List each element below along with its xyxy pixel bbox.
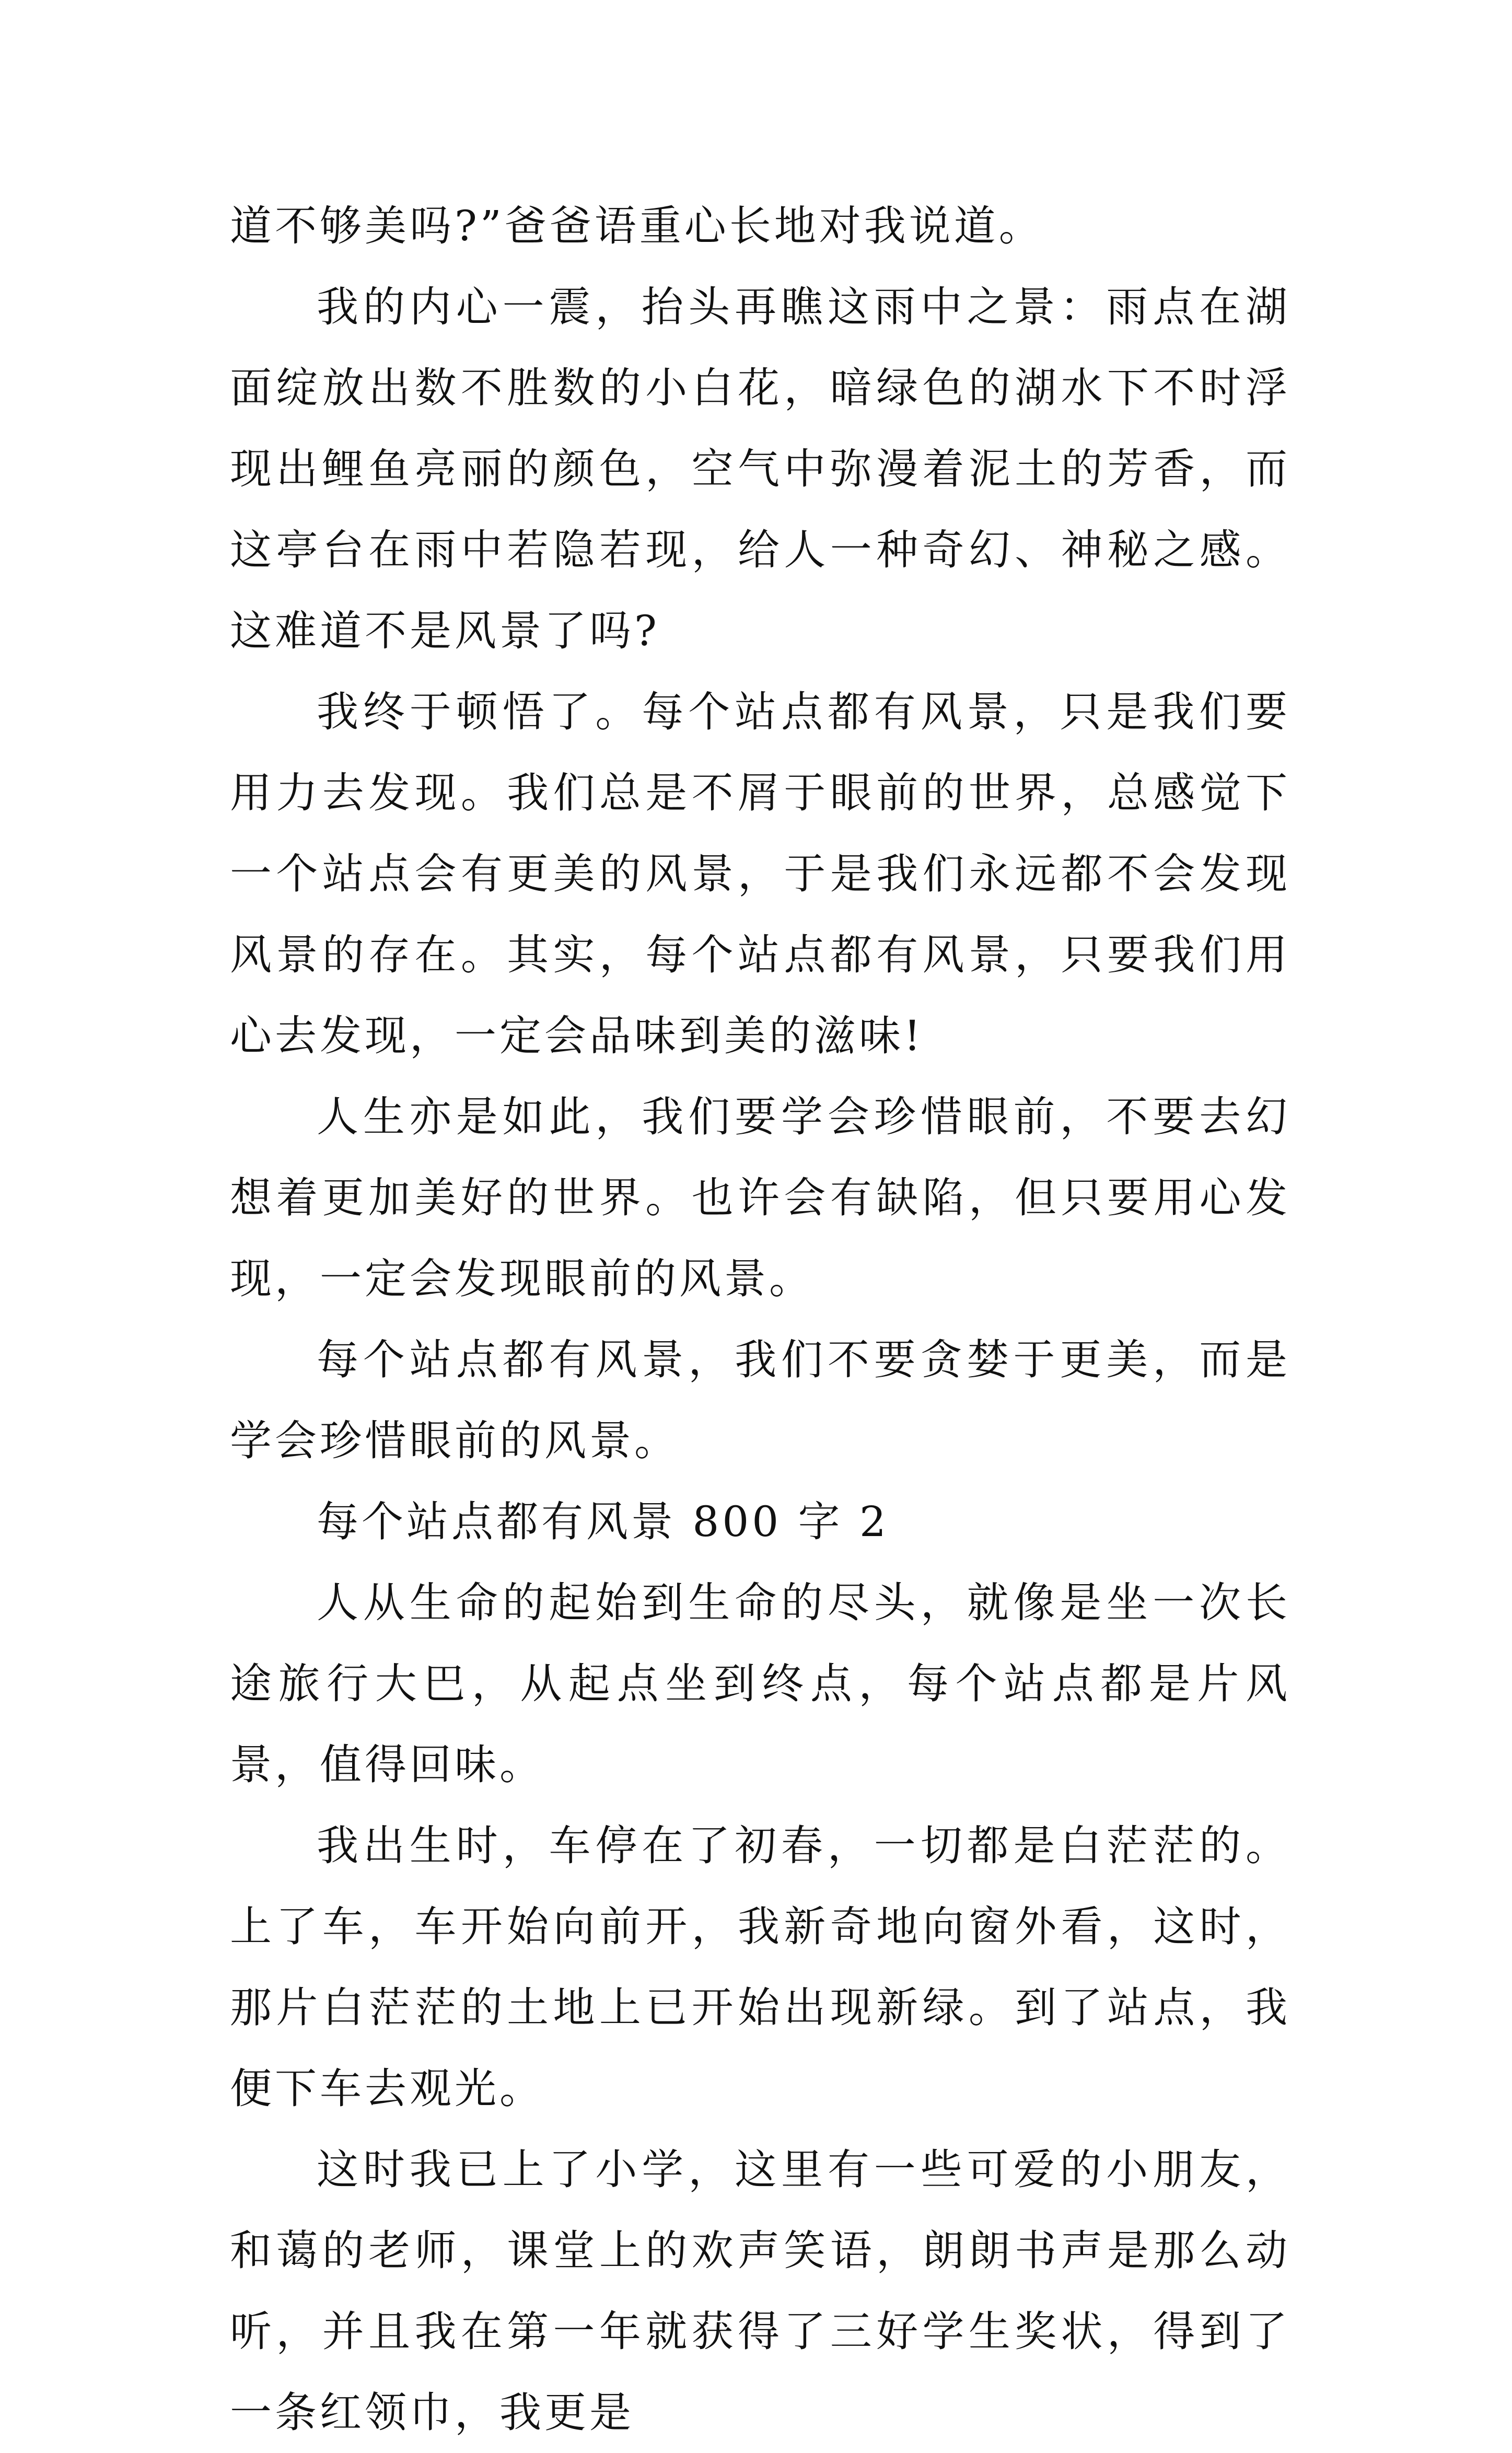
- section-heading: 每个站点都有风景 800 字 2: [317, 1497, 889, 1546]
- paragraph: 我终于顿悟了。每个站点都有风景，只是我们要用力去发现。我们总是不屑于眼前的世界，总感觉下一个站点会有更美的风景，于是我们永远都不会发现风景的存在。其实，每个站点都有风景，只要我们用心去发现，一定会品味到美的滋味!: [230, 688, 1290, 1060]
- paragraph: 我的内心一震，抬头再瞧这雨中之景：雨点在湖面绽放出数不胜数的小白花，暗绿色的湖水下不时浮现出鲤鱼亮丽的颜色，空气中弥漫着泥土的芳香，而这亭台在雨中若隐若现，给人一种奇幻、神秘之感。这难道不是风景了吗?: [230, 283, 1290, 655]
- paragraph: 我出生时，车停在了初春，一切都是白茫茫的。上了车，车开始向前开，我新奇地向窗外看，这时，那片白茫茫的土地上已开始出现新绿。到了站点，我便下车去观光。: [230, 1821, 1290, 2113]
- document-body: [230, 185, 1290, 2453]
- paragraph: 人生亦是如此，我们要学会珍惜眼前，不要去幻想着更加美好的世界。也许会有缺陷，但只要用心发现，一定会发现眼前的风景。: [230, 1092, 1290, 1303]
- paragraph: 每个站点都有风景，我们不要贪婪于更美，而是学会珍惜眼前的风景。: [230, 1335, 1290, 1465]
- paragraph: 人从生命的起始到生命的尽头，就像是坐一次长途旅行大巴，从起点坐到终点，每个站点都是片风景，值得回味。: [230, 1578, 1290, 1789]
- paragraph: 这时我已上了小学，这里有一些可爱的小朋友，和蔼的老师，课堂上的欢声笑语，朗朗书声是那么动听，并且我在第一年就获得了三好学生奖状，得到了一条红领巾，我更是: [230, 2145, 1290, 2437]
- paragraph: 道不够美吗?”爸爸语重心长地对我说道。: [230, 202, 1044, 250]
